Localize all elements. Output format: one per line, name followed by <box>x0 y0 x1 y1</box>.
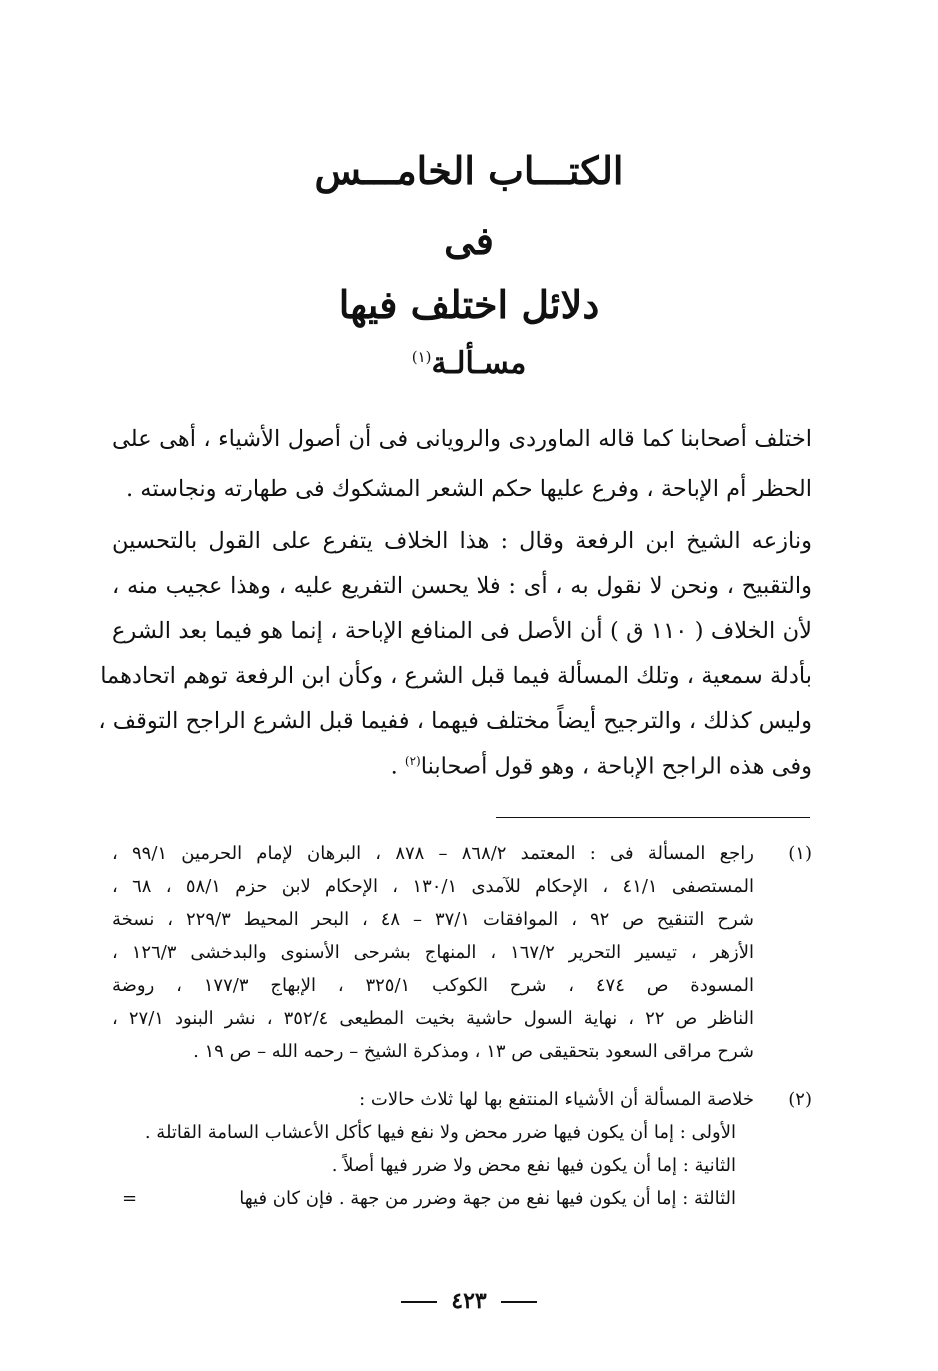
page-number-dash <box>501 1301 537 1303</box>
footnote-line: شرح التنقيح ص ٩٢ ، الموافقات ٣٧/١ – ٤٨ ، البحر المحيط ٢٢٩/٣ ، نسخة <box>112 909 754 930</box>
masala-footnote-ref: (١) <box>411 348 432 366</box>
footnote-line: المسودة ص ٤٧٤ ، شرح الكوكب ٣٢٥/١ ، الإبهاج ١٧٧/٣ ، روضة <box>112 975 754 996</box>
masala-label: مسـألـة <box>431 346 527 381</box>
paragraph-line: الحظر أم الإباحة ، وفرع عليها حكم الشعر المشكوك فى طهارته ونجاسته . <box>125 476 812 502</box>
paragraph-line: لأن الخلاف ( ١١٠ ق ) أن الأصل فى المنافع الإباحة ، إنما هو فيما بعد الشرع <box>112 618 812 644</box>
footnote-line: الناظر ص ٢٢ ، نهاية السول حاشية بخيت المطيعى ٣٥٢/٤ ، نشر البنود ٢٧/١ ، <box>112 1008 754 1029</box>
chapter-title: دلائل اختلف فيها <box>338 282 600 327</box>
footnote-line: الأزهر ، تيسير التحرير ١٦٧/٢ ، المنهاج بشرحى الأسنوى والبدخشى ١٢٦/٣ ، <box>112 942 754 963</box>
footnote-ref-2: (٢) <box>404 754 421 768</box>
paragraph-line: وفى هذه الراجح الإباحة ، وهو قول أصحابنا <box>420 753 812 780</box>
footnote-2-number: (٢) <box>788 1089 812 1110</box>
page-number-row <box>0 1288 938 1314</box>
footnote-line: شرح مراقى السعود بتحقيقى ص ١٣ ، ومذكرة الشيخ – رحمه الله – ص ١٩ . <box>193 1041 754 1062</box>
paragraph-line: بأدلة سمعية ، وتلك المسألة فيما قبل الشرع ، وكأن ابن الرفعة توهم اتحادهما <box>100 663 812 689</box>
paragraph-line: اختلف أصحابنا كما قاله الماوردى والرويانى فى أن أصول الأشياء ، أهى على <box>112 426 812 452</box>
footnote-line: راجع المسألة فى : المعتمد ٨٦٨/٢ – ٨٧٨ ، البرهان لإمام الحرمين ٩٩/١ ، <box>112 843 754 864</box>
footnote-separator <box>496 817 810 818</box>
paragraph-last-line <box>112 755 812 778</box>
continuation-mark: = <box>122 1188 138 1209</box>
footnote-1-number: (١) <box>788 843 812 864</box>
footnote-item: الثالثة : إما أن يكون فيها نفع من جهة وضرر من جهة . فإن كان فيها <box>239 1188 736 1209</box>
page-number: ٤٢٣ <box>451 1288 487 1314</box>
footnote-item: الثانية : إما أن يكون فيها نفع محض ولا ضرر فيها أصلاً . <box>331 1155 736 1176</box>
paragraph-line: وليس كذلك ، والترجيح أيضاً مختلف فيهما ، ففيما قبل الشرع الراجح التوقف ، <box>98 708 812 734</box>
paragraph-end: . <box>390 753 405 780</box>
footnote-line: خلاصة المسألة أن الأشياء المنتفع بها لها ثلاث حالات : <box>359 1089 754 1110</box>
footnote-line: المستصفى ٤١/١ ، الإحكام للآمدى ١٣٠/١ ، الإحكام لابن حزم ٥٨/١ ، ٦٨ ، <box>112 876 755 897</box>
page-number-dash <box>401 1301 437 1303</box>
heading-fi: فى <box>444 218 494 263</box>
book-heading: الكتـــاب الخامـــس <box>314 148 624 193</box>
footnote-item: الأولى : إما أن يكون فيها ضرر محض ولا نفع فيها كأكل الأعشاب السامة القاتلة . <box>144 1122 736 1143</box>
masala-heading <box>0 346 938 381</box>
paragraph-line: ونازعه الشيخ ابن الرفعة وقال : هذا الخلاف يتفرع على القول بالتحسين <box>112 528 812 554</box>
paragraph-line: والتقبيح ، ونحن لا نقول به ، أى : فلا يحسن التفريع عليه ، وهذا عجيب منه ، <box>112 573 812 599</box>
